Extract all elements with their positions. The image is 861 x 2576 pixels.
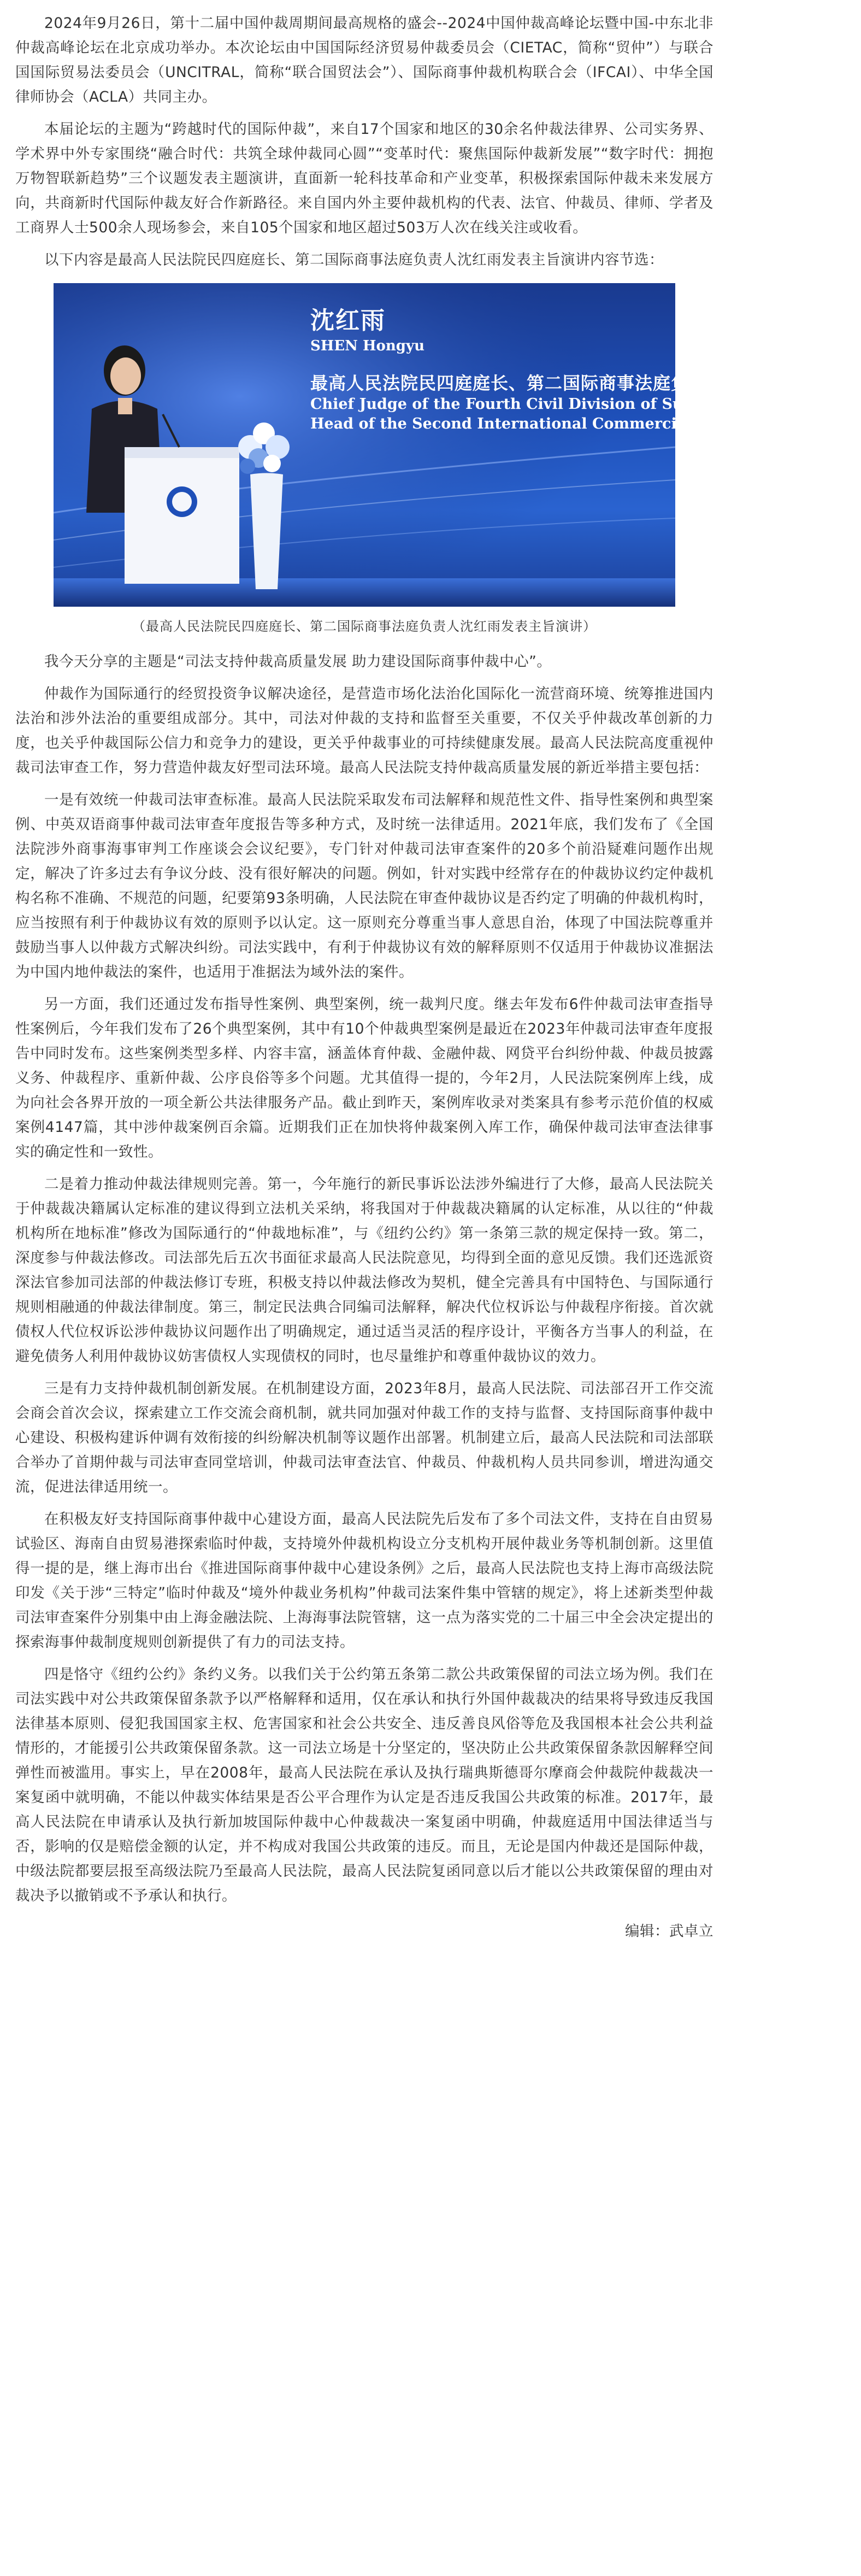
- paragraph-point-one: 一是有效统一仲裁司法审查标准。最高人民法院采取发布司法解释和规范性文件、指导性案例和典型案例、中英双语商事仲裁司法审查年度报告等多种方式，及时统一法律适用。2021年底，我们发布了《全国法院涉外商事海事审判工作座谈会会议纪要》，专门针对仲裁司法审查案件的20多个前沿疑难问题作出规定，解决了许多过去有争议分歧、没有很好解决的问题。例如，针对实践中经常存在的仲裁协议约定仲裁机构名称不准确、不规范的问题，纪要第93条明确，人民法院在审查仲裁协议是否约定了明确的仲裁机构时，应当按照有利于仲裁协议有效的原则予以认定。这一原则充分尊重当事人意思自治，体现了中国法院尊重并鼓励当事人以仲裁方式解决纠纷。司法实践中，有利于仲裁协议有效的解释原则不仅适用于仲裁协议准据法为中国内地仲裁法的案件，也适用于准据法为域外法的案件。: [15, 791, 713, 981]
- paragraph-intro-excerpt: 以下内容是最高人民法院民四庭庭长、第二国际商事法庭负责人沈红雨发表主旨演讲内容节选：: [44, 251, 664, 268]
- paragraph-topic: 我今天分享的主题是“司法支持仲裁高质量发展 助力建设国际商事仲裁中心”。: [44, 653, 552, 670]
- paragraph-intro-event: 2024年9月26日，第十二届中国仲裁周期间最高规格的盛会--2024中国仲裁高峰论坛暨中国-中东北非仲裁高峰论坛在北京成功举办。本次论坛由中国国际经济贸易仲裁委员会（CIETAC，简称“贸仲”）与联合国国际贸易法委员会（UNCITRAL，简称“联合国贸法会”）、国际商事仲裁机构联合会（IFCAI）、中华全国律师协会（ACLA）共同主办。: [15, 15, 713, 105]
- speaker-title-cn: 最高人民法院民四庭庭长、第二国际商事法庭负责人: [310, 373, 726, 394]
- speaker-figure: [54, 283, 861, 636]
- paragraph-intro-theme: 本届论坛的主题为“跨越时代的国际仲裁”，来自17个国家和地区的30余名仲裁法律界、公司实务界、学术界中外专家围绕“融合时代：共筑全球仲裁同心圆”“变革时代：聚焦国际仲裁新发展”“数字时代：拥抱万物智联新趋势”三个议题发表主题演讲，直面新一轮科技革命和产业变革，积极探索国际仲裁未来发展方向，共商新时代国际仲裁友好合作新路径。来自国内外主要仲裁机构的代表、法官、仲裁员、律师、学者及工商界人士500余人现场参会，来自105个国家和地区超过503万人次在线关注或收看。: [15, 121, 713, 236]
- paragraph-arbitration-center: 在积极友好支持国际商事仲裁中心建设方面，最高人民法院先后发布了多个司法文件，支持在自由贸易试验区、海南自由贸易港探索临时仲裁，支持境外仲裁机构设立分支机构开展仲裁业务等机制创新。这里值得一提的是，继上海市出台《推进国际商事仲裁中心建设条例》之后，最高人民法院也支持上海市高级法院印发《关于涉“三特定”临时仲裁及“境外仲裁业务机构”仲裁司法案件集中管辖的规定》，将上述新类型仲裁司法审查案件分别集中由上海金融法院、上海海事法院管辖，这一点为落实党的二十届三中全会决定提出的探索海事仲裁制度规则创新提供了有力的司法支持。: [15, 1511, 713, 1651]
- paragraph-point-three: 三是有力支持仲裁机制创新发展。在机制建设方面，2023年8月，最高人民法院、司法部召开工作交流会商会首次会议，探索建立工作交流会商机制，就共同加强对仲裁工作的支持与监督、支持国际商事仲裁中心建设、积极构建诉仲调有效衔接的纠纷解决机制等议题作出部署。机制建立后，最高人民法院和司法部联合举办了首期仲裁与司法审查同堂培训，仲裁司法审查法官、仲裁员、仲裁机构人员共同参训，增进沟通交流，促进法律适用统一。: [15, 1380, 713, 1495]
- speaker-photo: [54, 283, 861, 607]
- paragraph-point-four: 四是恪守《纽约公约》条约义务。以我们关于公约第五条第二款公共政策保留的司法立场为例。我们在司法实践中对公共政策保留条款予以严格解释和适用，仅在承认和执行外国仲裁裁决的结果将导致违反我国法律基本原则、侵犯我国国家主权、危害国家和社会公共安全、违反善良风俗等危及我国根本社会公共利益情形的，才能援引公共政策保留条款。这一司法立场是十分坚定的，坚决防止公共政策保留条款因解释空间弹性而被滥用。事实上，早在2008年，最高人民法院在承认及执行瑞典斯德哥尔摩商会仲裁院仲裁裁决一案复函中就明确，不能以仲裁实体结果是否公平合理作为认定是否违反我国公共政策的标准。2017年，最高人民法院在申请承认及执行新加坡国际仲裁中心仲裁裁决一案复函中明确，仲裁庭适用中国法律适当与否，影响的仅是赔偿金额的认定，并不构成对我国公共政策的违反。而且，无论是国内仲裁还是国际仲裁，中级法院都要层报至高级法院乃至最高人民法院，最高人民法院复函同意以后才能以公共政策保留的理由对裁决予以撤销或不予承认和执行。: [15, 1666, 713, 1904]
- photo-caption: （最高人民法院民四庭庭长、第二国际商事法庭负责人沈红雨发表主旨演讲）: [132, 619, 597, 634]
- paragraph-cases: 另一方面，我们还通过发布指导性案例、典型案例，统一裁判尺度。继去年发布6件仲裁司法审查指导性案例后，今年我们发布了26个典型案例，其中有10个仲裁典型案例是最近在2023年仲裁司法审查年度报告中同时发布。这些案例类型多样、内容丰富，涵盖体育仲裁、金融仲裁、网贷平台纠纷仲裁、仲裁员披露义务、仲裁程序、重新仲裁、公序良俗等多个问题。尤其值得一提的，今年2月，人民法院案例库上线，成为向社会各界开放的一项全新公共法律服务产品。截止到昨天，案例库收录对类案具有参考示范价值的权威案例4147篇，其中涉仲裁案例百余篇。近期我们正在加快将仲裁案例入库工作，确保仲裁司法审查法律事实的确定性和一致性。: [15, 996, 713, 1160]
- speaker-name-cn: 沈红雨: [310, 307, 386, 335]
- paragraph-point-two: 二是着力推动仲裁法律规则完善。第一，今年施行的新民事诉讼法涉外编进行了大修，最高人民法院关于仲裁裁决籍属认定标准的建议得到立法机关采纳，将我国对于仲裁裁决籍属的认定标准，从以往的“仲裁机构所在地标准”修改为国际通行的“仲裁地标准”，与《纽约公约》第一条第三款的规定保持一致。第二，深度参与仲裁法修改。司法部先后五次书面征求最高人民法院意见，均得到全面的意见反馈。我们还选派资深法官参加司法部的仲裁法修订专班，积极支持以仲裁法修改为契机，健全完善具有中国特色、与国际通行规则相融通的仲裁法律制度。第三，制定民法典合同编司法解释，解决代位权诉讼与仲裁程序衔接。首次就债权人代位权诉讼涉仲裁协议问题作出了明确规定，通过适当灵活的程序设计，平衡各方当事人的利益，在避免债务人利用仲裁协议妨害债权人实现债权的同时，也尽量维护和尊重仲裁协议的效力。: [15, 1176, 713, 1365]
- editor-credit: 编辑：武卓立: [625, 1923, 713, 1940]
- speaker-title-en-line1: Chief Judge of the Fourth Civil Division of Supreme People's Court: [310, 396, 861, 413]
- speaker-title-en-line2: Head of the Second International Commercial Court: [310, 415, 744, 432]
- speaker-name-en: SHEN Hongyu: [310, 338, 424, 354]
- paragraph-arbitration-role: 仲裁作为国际通行的经贸投资争议解决途径，是营造市场化法治化国际化一流营商环境、统筹推进国内法治和涉外法治的重要组成部分。其中，司法对仲裁的支持和监督至关重要，不仅关乎仲裁改革创新的力度，也关乎仲裁国际公信力和竞争力的建设，更关乎仲裁事业的可持续健康发展。最高人民法院高度重视仲裁司法审查工作，努力营造仲裁友好型司法环境。最高人民法院支持仲裁高质量发展的新近举措主要包括：: [15, 685, 713, 776]
